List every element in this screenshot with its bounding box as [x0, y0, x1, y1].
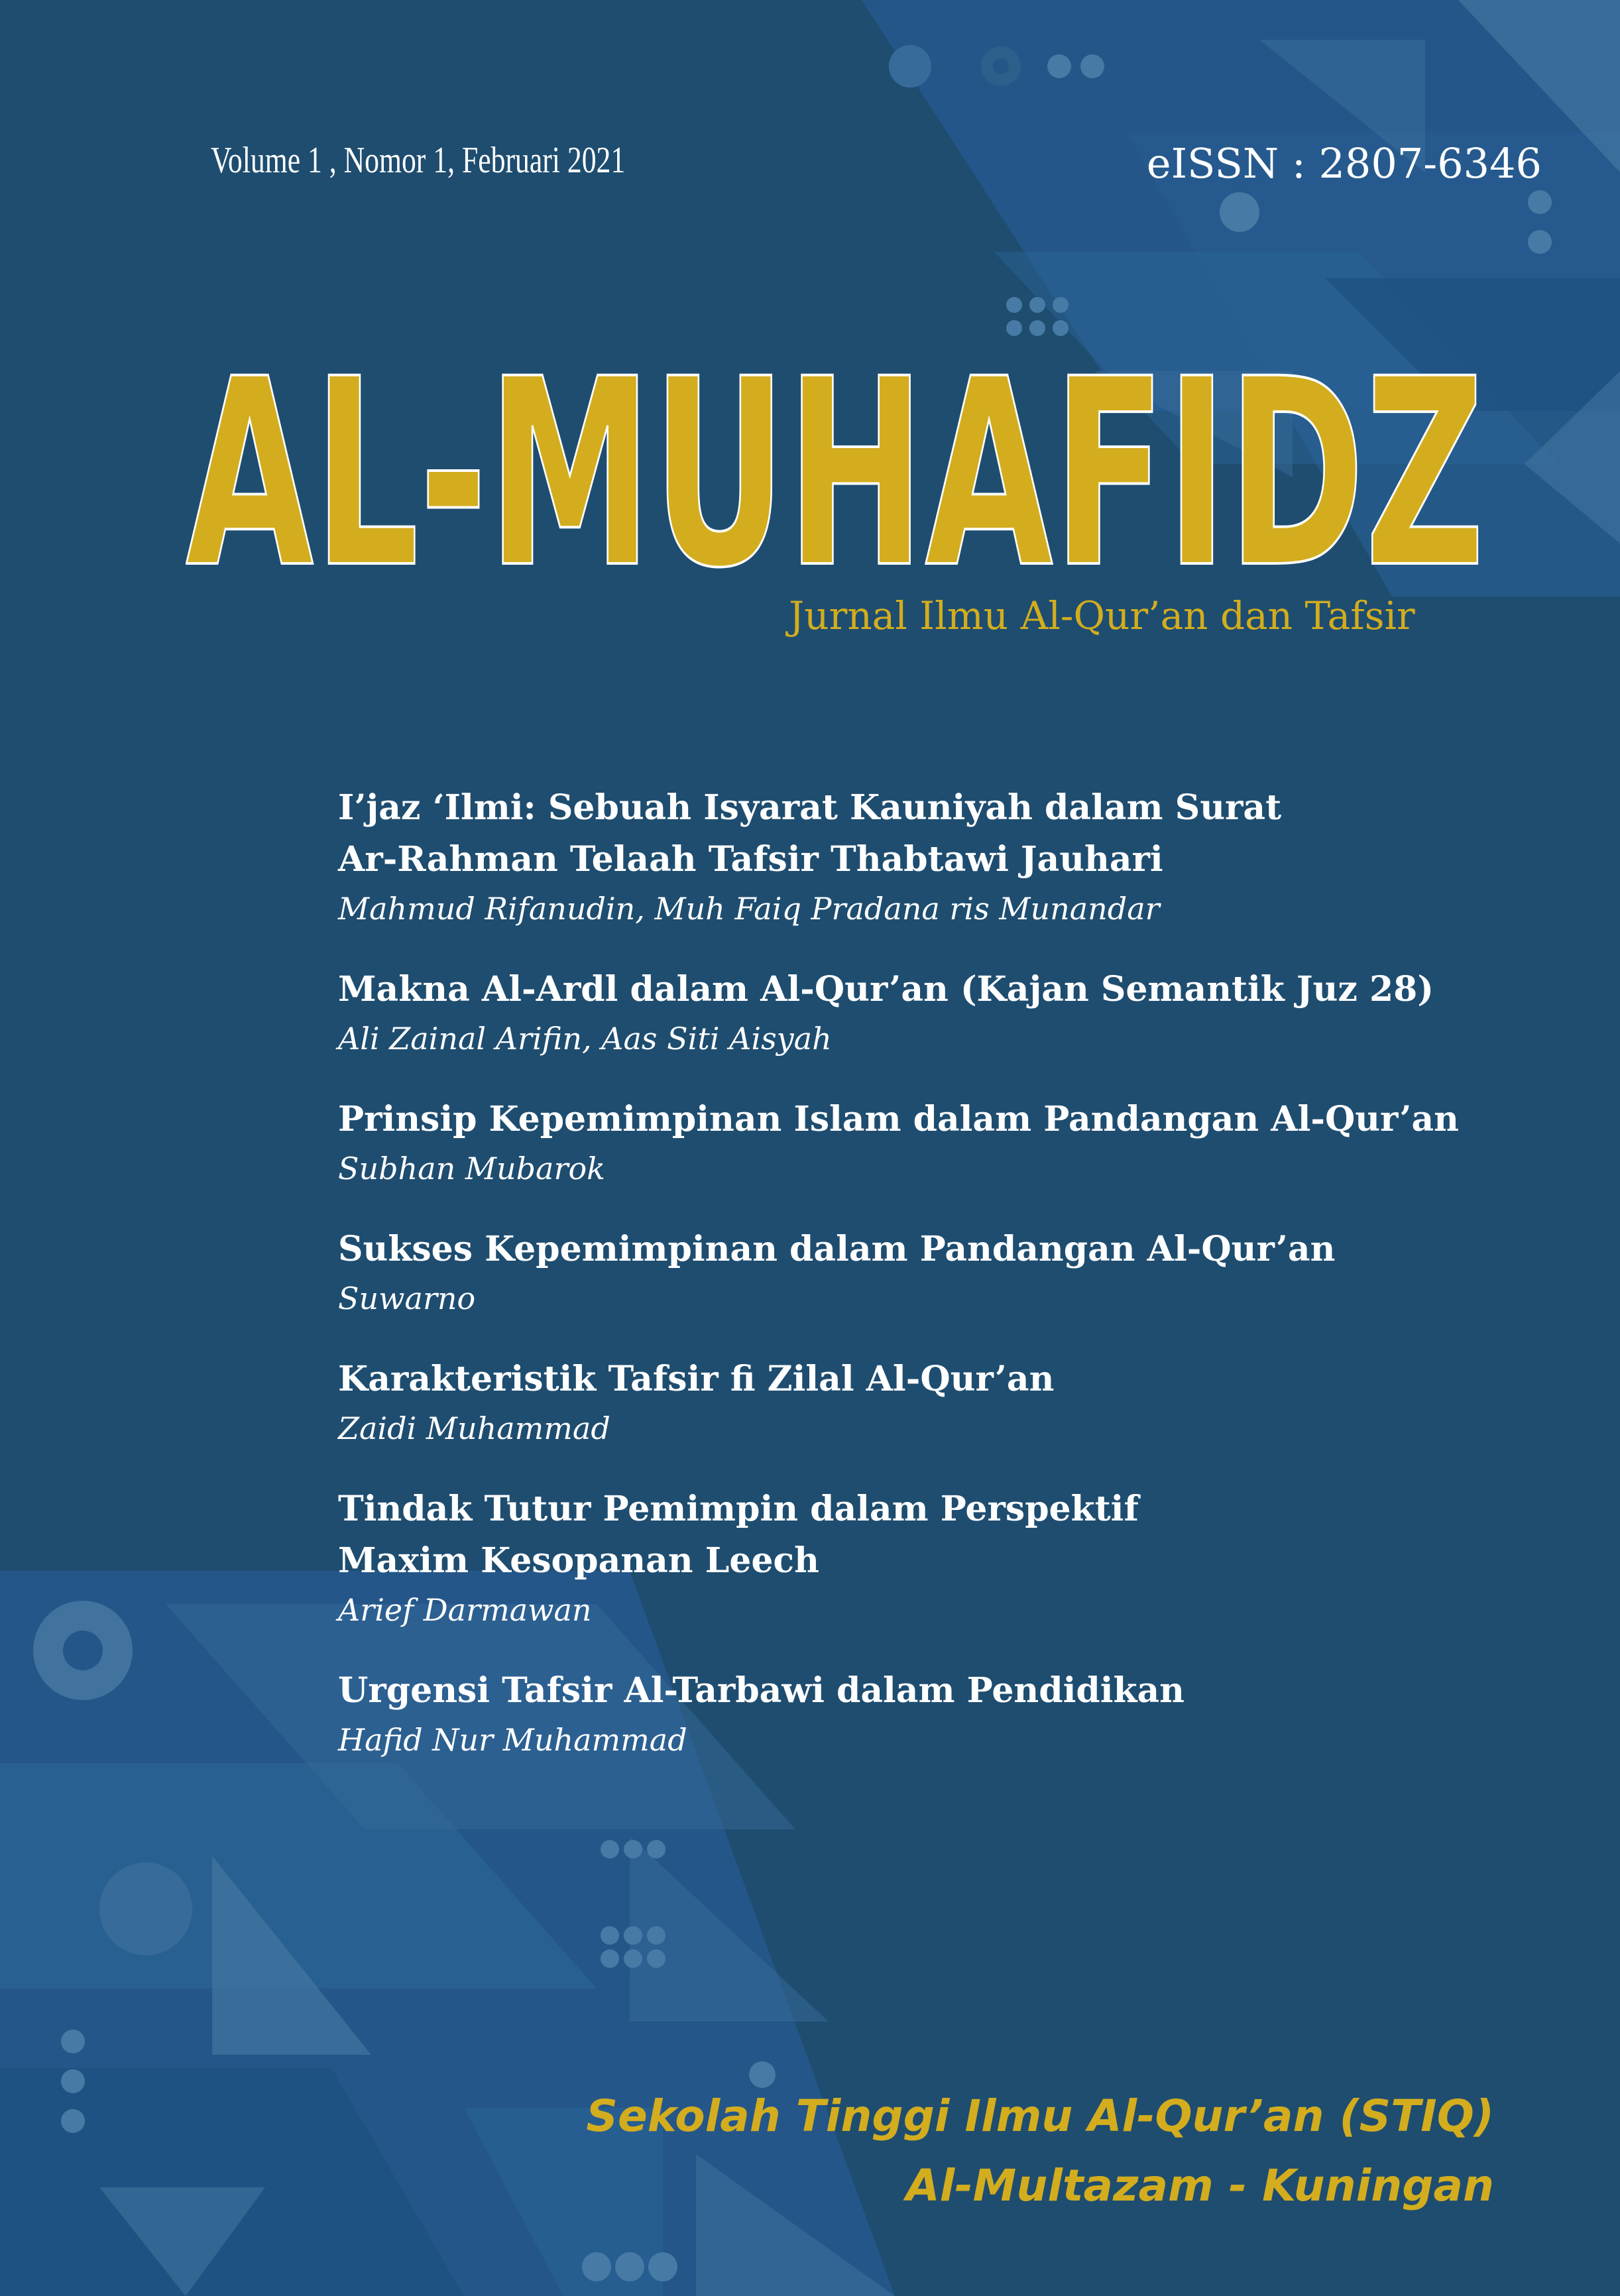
- article-entry: [338, 782, 1564, 932]
- article-entry: [338, 1224, 1564, 1322]
- article-title: Urgensi Tafsir Al-Tarbawi dalam Pendidikan: [338, 1670, 1185, 1711]
- article-title: Maxim Kesopanan Leech: [338, 1540, 819, 1581]
- article-entry: [338, 1353, 1564, 1452]
- article-entry: [338, 1483, 1564, 1633]
- article-entry: [338, 1094, 1564, 1192]
- article-authors: Subhan Mubarok: [338, 1151, 606, 1186]
- article-title: Makna Al-Ardl dalam Al-Qur’an (Kajan Semantik Juz 28): [338, 969, 1434, 1009]
- article-list: [338, 782, 1564, 1763]
- eissn-label: eISSN : 2807-6346: [1146, 139, 1542, 188]
- article-title: Sukses Kepemimpinan dalam Pandangan Al-Qur’an: [338, 1229, 1336, 1269]
- journal-subtitle: Jurnal Ilmu Al-Qur’an dan Tafsir: [789, 593, 1415, 638]
- institution-line-2: Al-Multazam - Kuningan: [905, 2160, 1494, 2211]
- institution-line-1: Sekolah Tinggi Ilmu Al-Qur’an (STIQ): [586, 2091, 1494, 2142]
- article-authors: Suwarno: [338, 1281, 476, 1316]
- article-title: Ar-Rahman Telaah Tafsir Thabtawi Jauhari: [338, 839, 1163, 880]
- journal-title: [186, 345, 1505, 597]
- article-authors: Ali Zainal Arifin, Aas Siti Aisyah: [338, 1021, 832, 1057]
- article-title: Tindak Tutur Pemimpin dalam Perspektif: [338, 1489, 1139, 1529]
- institution-name: [586, 2081, 1494, 2220]
- article-title: Prinsip Kepemimpinan Islam dalam Pandangan Al-Qur’an: [338, 1099, 1459, 1139]
- article-entry: [338, 964, 1564, 1062]
- article-authors: Arief Darmawan: [338, 1592, 592, 1628]
- article-entry: [338, 1665, 1564, 1763]
- journal-title-text: AL-MUHAFIDZ: [186, 345, 1485, 597]
- article-authors: Hafid Nur Muhammad: [338, 1722, 687, 1758]
- article-title: I’jaz ‘Ilmi: Sebuah Isyarat Kauniyah dalam Surat: [338, 787, 1282, 828]
- article-title: Karakteristik Tafsir fi Zilal Al-Qur’an: [338, 1359, 1055, 1399]
- volume-issue-line: Volume 1 , Nomor 1, Februari 2021: [211, 140, 626, 181]
- article-authors: Mahmud Rifanudin, Muh Faiq Pradana ris Munandar: [338, 891, 1160, 927]
- article-authors: Zaidi Muhammad: [338, 1410, 610, 1446]
